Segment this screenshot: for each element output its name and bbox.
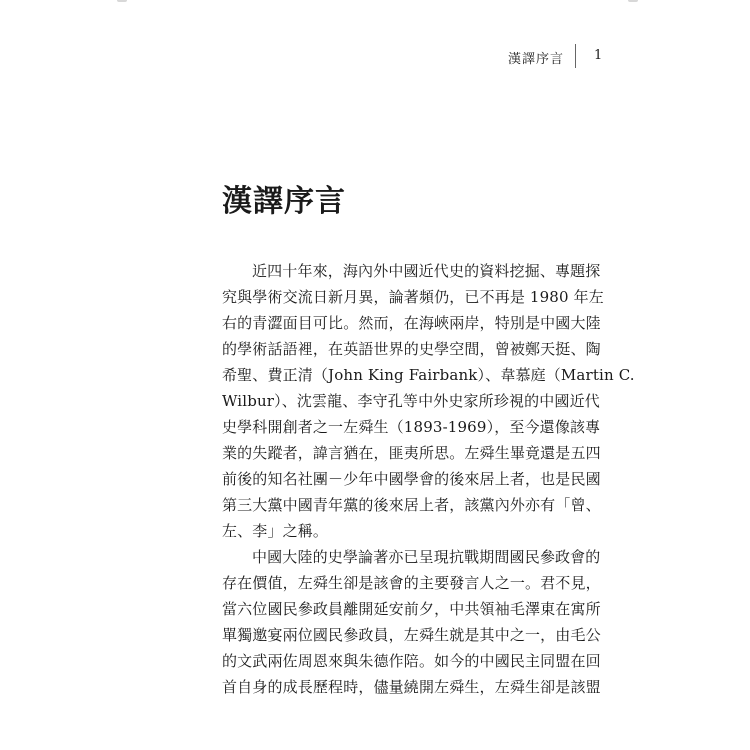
text-line: 存在價值，左舜生卻是該會的主要發言人之一。君不見， bbox=[222, 574, 601, 592]
text-line: 單獨邀宴兩位國民參政員，左舜生就是其中之一，由毛公 bbox=[222, 626, 601, 644]
text-line: 史學科開創者之一左舜生（1893-1969），至今還像該專 bbox=[222, 418, 601, 436]
paragraph-2 bbox=[222, 544, 601, 700]
text-line: 前後的知名社團－少年中國學會的後來居上者，也是民國 bbox=[222, 470, 601, 488]
running-header bbox=[0, 44, 750, 68]
page-number: 1 bbox=[594, 48, 603, 63]
header-divider bbox=[575, 44, 576, 68]
text-line: 近四十年來，海內外中國近代史的資料挖掘、專題探 bbox=[252, 262, 601, 280]
paragraph-1 bbox=[222, 258, 635, 544]
text-line: 究與學術交流日新月異，論著頻仍，已不再是 1980 年左 bbox=[222, 288, 604, 306]
text-line: Wilbur）、沈雲龍、李守孔等中外史家所珍視的中國近代 bbox=[222, 392, 600, 410]
text-line: 的學術話語裡，在英語世界的史學空間，曾被鄭天挺、陶 bbox=[222, 340, 601, 358]
text-line: 右的青澀面目可比。然而，在海峽兩岸，特別是中國大陸 bbox=[222, 314, 601, 332]
text-line: 業的失蹤者，諱言猶在，匪夷所思。左舜生畢竟還是五四 bbox=[222, 444, 601, 462]
running-title: 漢譯序言 bbox=[507, 52, 564, 67]
body-text bbox=[222, 258, 635, 700]
chapter-title: 漢譯序言 bbox=[222, 184, 346, 219]
text-line: 中國大陸的史學論著亦已呈現抗戰期間國民參政會的 bbox=[252, 548, 601, 566]
text-line: 的文武兩佐周恩來與朱德作陪。如今的中國民主同盟在回 bbox=[222, 652, 601, 670]
text-line: 當六位國民參政員離開延安前夕，中共領袖毛澤東在寓所 bbox=[222, 600, 601, 618]
text-line: 左、李」之稱。 bbox=[222, 522, 329, 540]
scan-corner-mark bbox=[628, 0, 638, 2]
text-line: 首自身的成長歷程時，儘量繞開左舜生，左舜生卻是該盟 bbox=[222, 678, 601, 696]
text-line: 希聖、費正清（John King Fairbank）、韋慕庭（Martin C. bbox=[222, 366, 635, 384]
scan-corner-mark bbox=[117, 0, 127, 2]
text-line: 第三大黨中國青年黨的後來居上者，該黨內外亦有「曾、 bbox=[222, 496, 601, 514]
